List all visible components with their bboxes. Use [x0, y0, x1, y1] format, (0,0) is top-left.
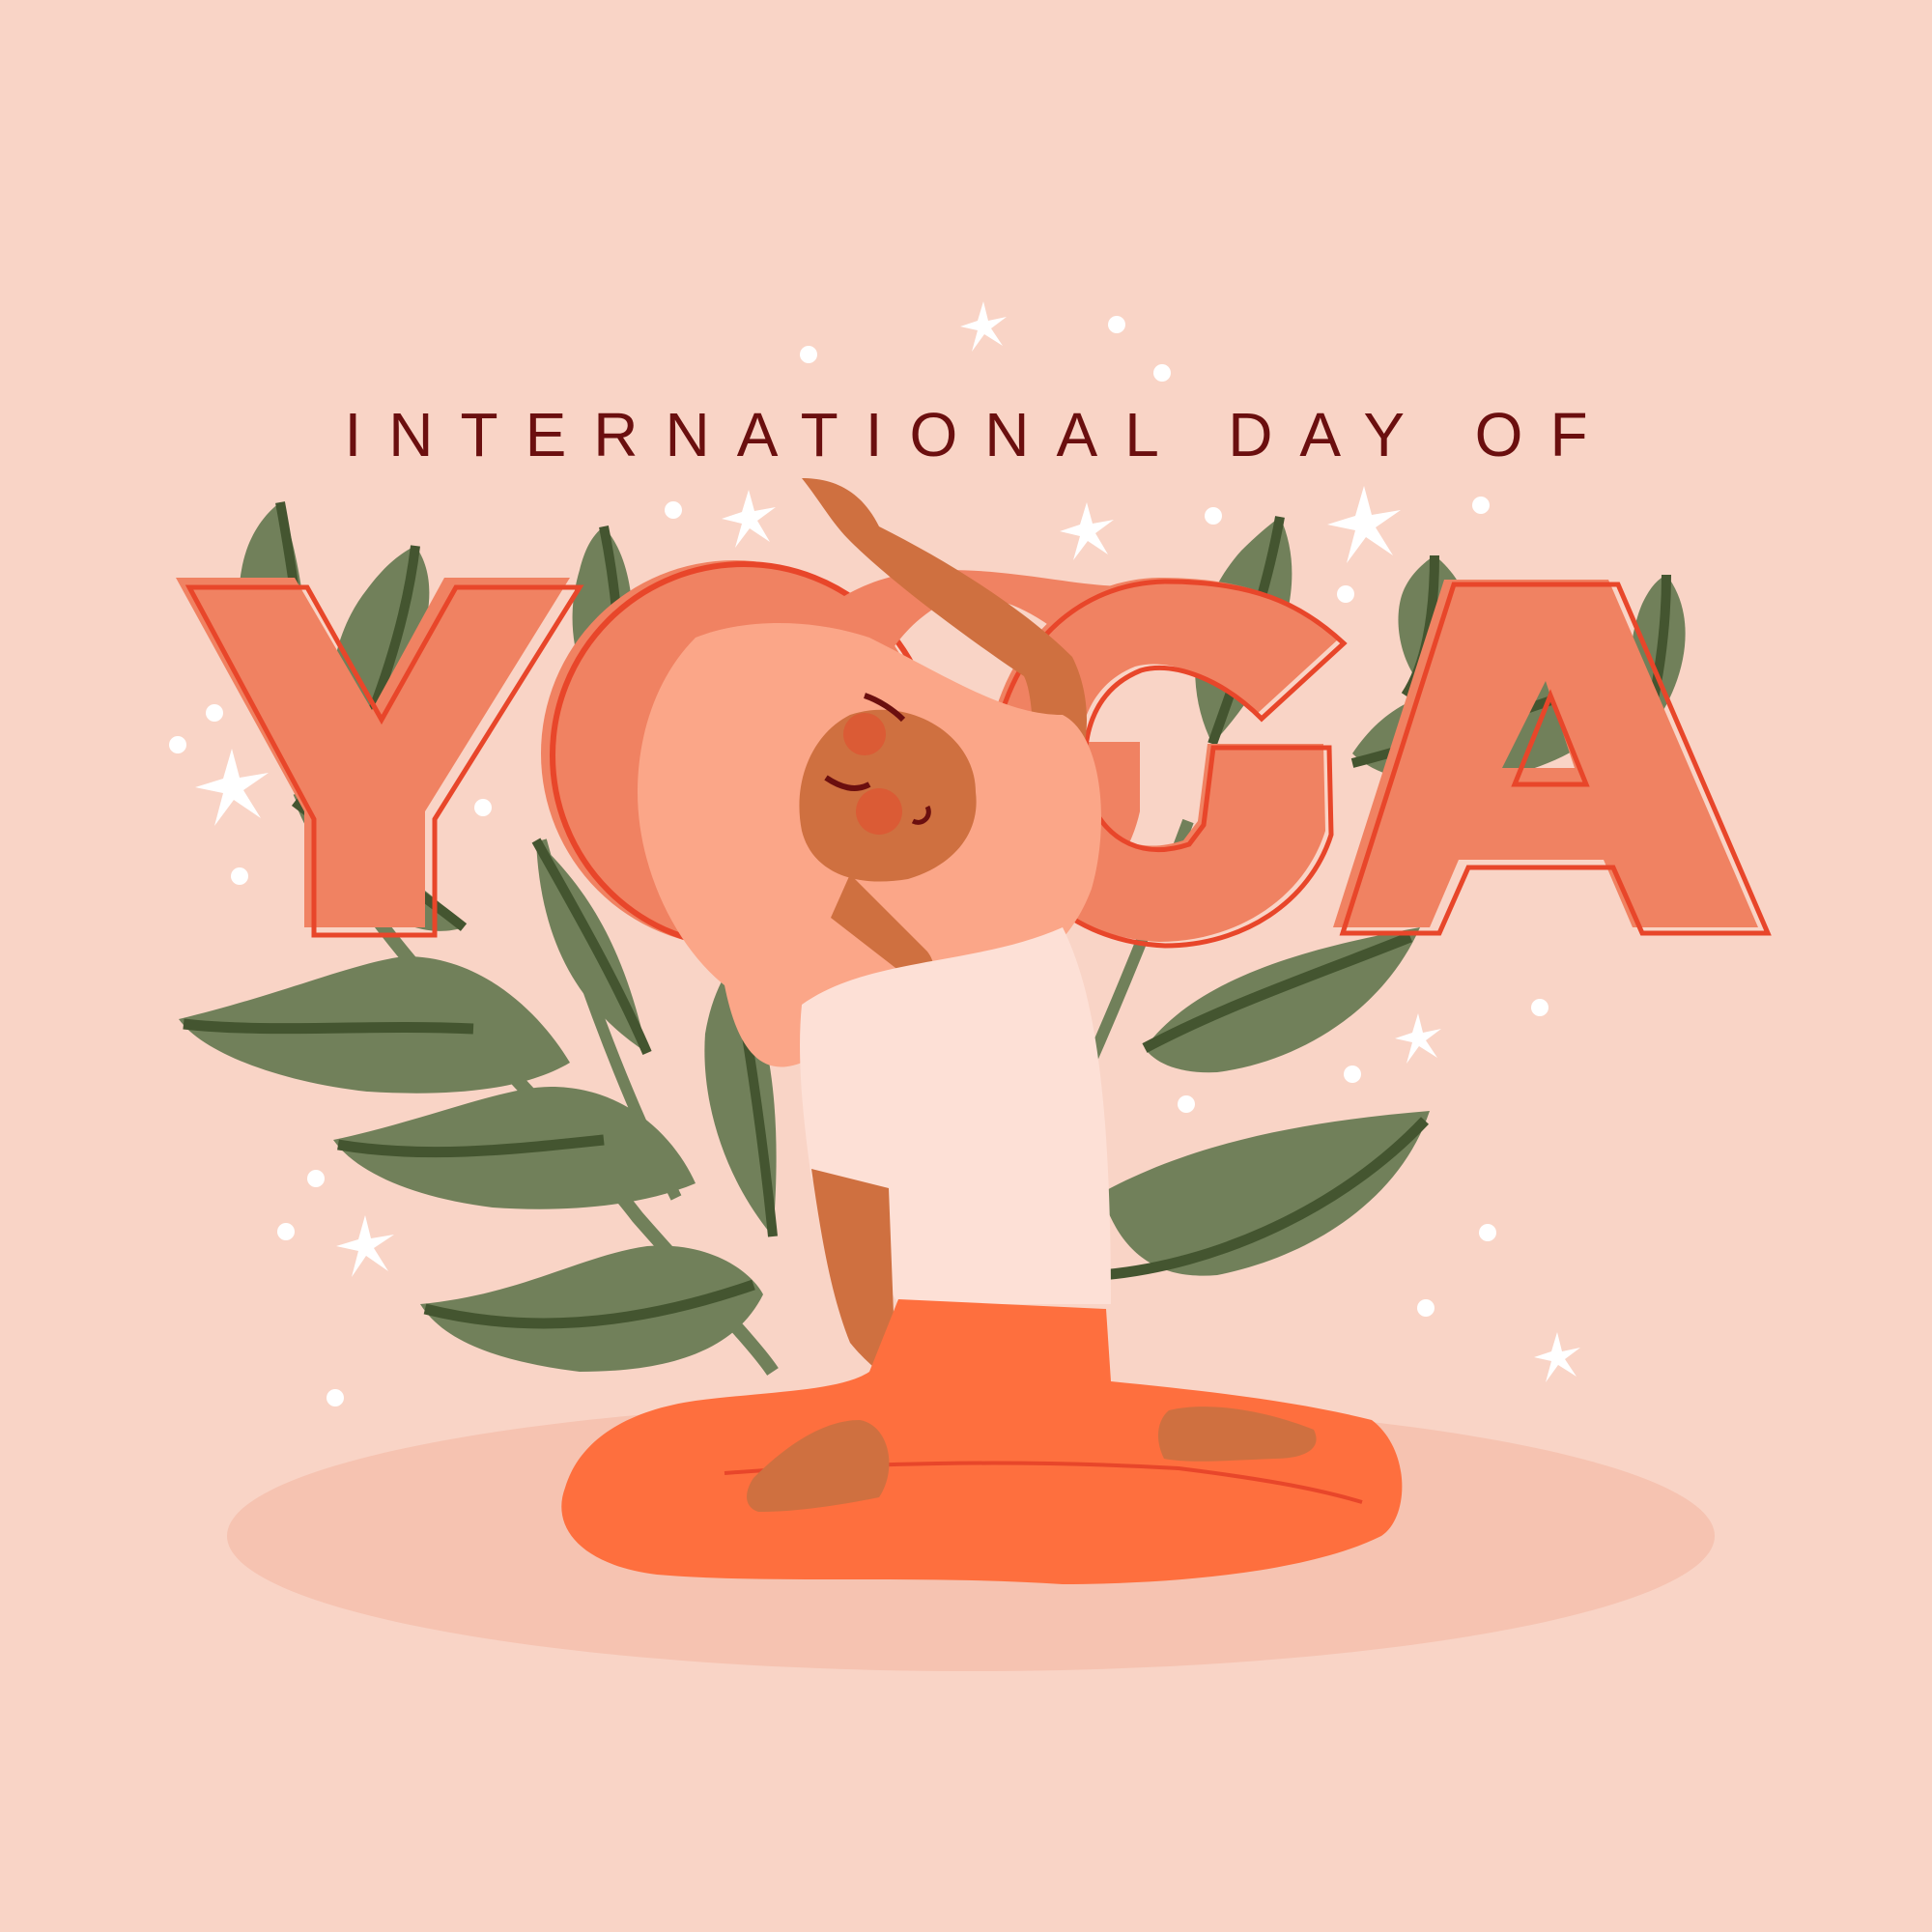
sparkle-icon: [960, 301, 1007, 352]
headline-text: [176, 578, 179, 579]
subtitle-text: INTERNATIONAL DAY OF: [344, 400, 1615, 469]
sparkle-icon: [1395, 1013, 1441, 1064]
leaf-icon: [420, 1246, 763, 1372]
poster-subtitle: [0, 400, 1932, 469]
sparkle-icon: [722, 490, 776, 548]
sparkle-icon: [1327, 486, 1401, 563]
sparkle-icon: [1534, 1332, 1580, 1382]
sparkle-icon: [336, 1215, 394, 1277]
poster-headline: [176, 578, 1770, 935]
sparkle-icon: [1060, 502, 1114, 560]
